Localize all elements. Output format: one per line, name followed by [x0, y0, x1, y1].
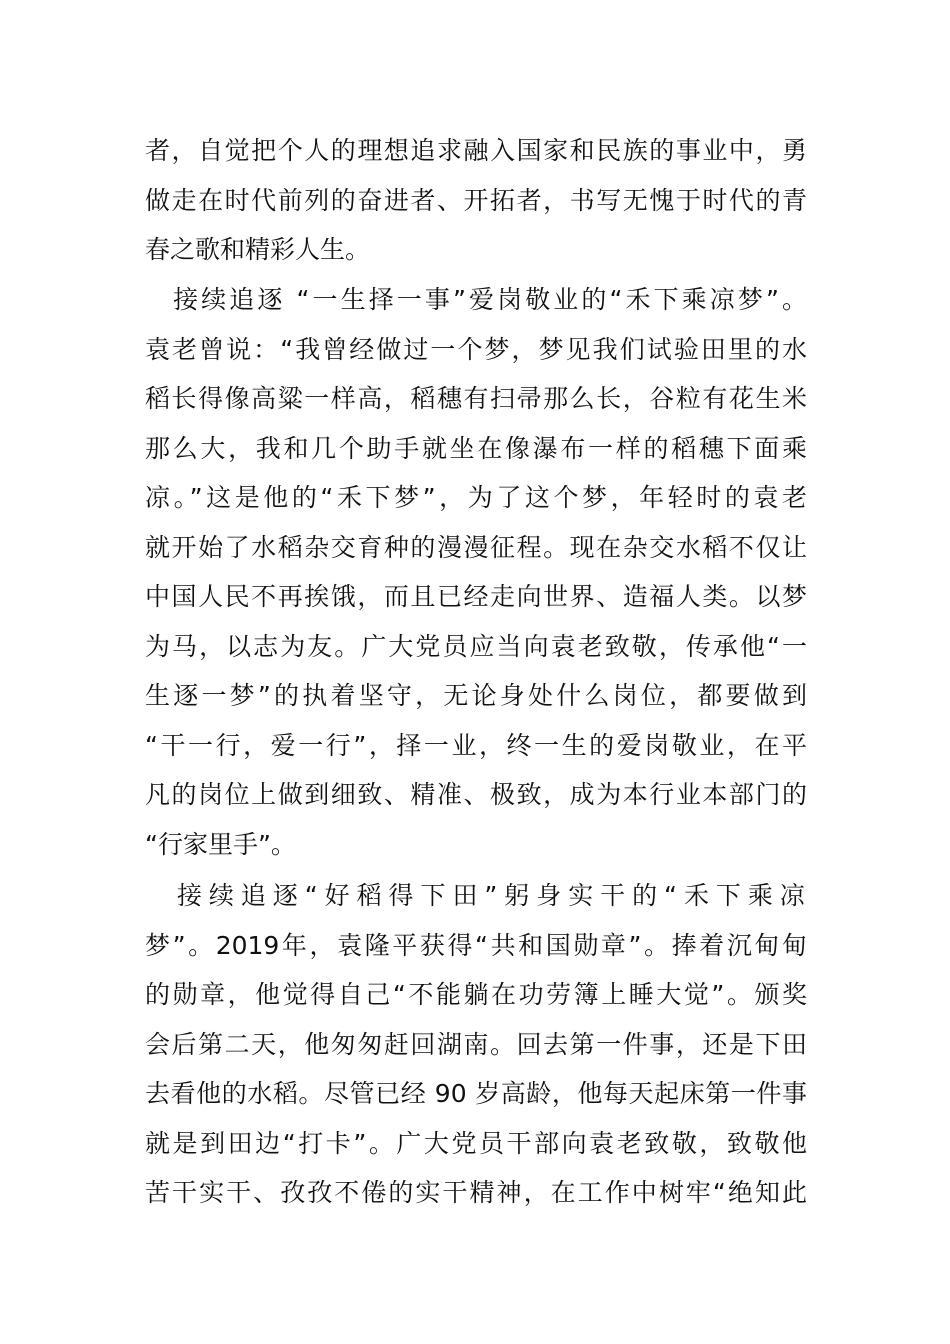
paragraph-line: 生逐一梦”的执着坚守，无论身处什么岗位，都要做到: [145, 681, 807, 710]
paragraph-2: [145, 275, 807, 869]
paragraph-line: 就开始了水稻杂交育种的漫漫征程。现在杂交水稻不仅让: [145, 532, 807, 562]
paragraph-line: 稻长得像高粱一样高，稻穗有扫帚那么长，谷粒有花生米: [145, 384, 807, 413]
paragraph-line: “干一行，爱一行”，择一业，终一生的爱岗敬业，在平: [145, 730, 807, 760]
paragraph-line: 做走在时代前列的奋进者、开拓者，书写无愧于时代的青: [145, 185, 807, 215]
paragraph-line: 凉。”这是他的“禾下梦”，为了这个梦，年轻时的袁老: [145, 483, 807, 512]
paragraph-line: 苦干实干、孜孜不倦的实干精神，在工作中树牢“绝知此: [145, 1178, 807, 1207]
paragraph-line: “行家里手”。: [145, 829, 296, 859]
paragraph-line: 者，自觉把个人的理想追求融入国家和民族的事业中，勇: [145, 136, 807, 165]
paragraph-line: 中国人民不再挨饿，而且已经走向世界、造福人类。以梦: [145, 582, 807, 611]
paragraph-line: 梦”。2019年，袁隆平获得“共和国勋章”。捧着沉甸甸: [145, 930, 807, 960]
paragraph-line: 接续追逐 “一生择一事”爱岗敬业的“禾下乘凉梦”。: [145, 285, 807, 314]
paragraph-line: 就是到田边“打卡”。广大党员干部向袁老致敬，致敬他: [145, 1128, 807, 1158]
paragraph-line: 那么大，我和几个助手就坐在像瀑布一样的稻穗下面乘: [145, 433, 807, 463]
paragraph-3: [145, 871, 807, 1218]
paragraph-line: 为马，以志为友。广大党员应当向袁老致敬，传承他“一: [145, 631, 807, 661]
paragraph-1: [145, 126, 807, 275]
paragraph-line: 接续追逐“好稻得下田”躬身实干的“禾下乘凉: [145, 881, 807, 910]
paragraph-line: 去看他的水稻。尽管已经 90 岁高龄，他每天起床第一件事: [145, 1079, 807, 1108]
paragraph-line: 袁老曾说：“我曾经做过一个梦，梦见我们试验田里的水: [145, 334, 807, 364]
paragraph-line: 凡的岗位上做到细致、精准、极致，成为本行业本部门的: [145, 780, 807, 809]
paragraph-line: 春之歌和精彩人生。: [145, 235, 371, 264]
paragraph-line: 会后第二天，他匆匆赶回湖南。回去第一件事，还是下田: [145, 1029, 807, 1059]
paragraph-line: 的勋章，他觉得自己“不能躺在功劳簿上睡大觉”。颁奖: [145, 980, 807, 1009]
